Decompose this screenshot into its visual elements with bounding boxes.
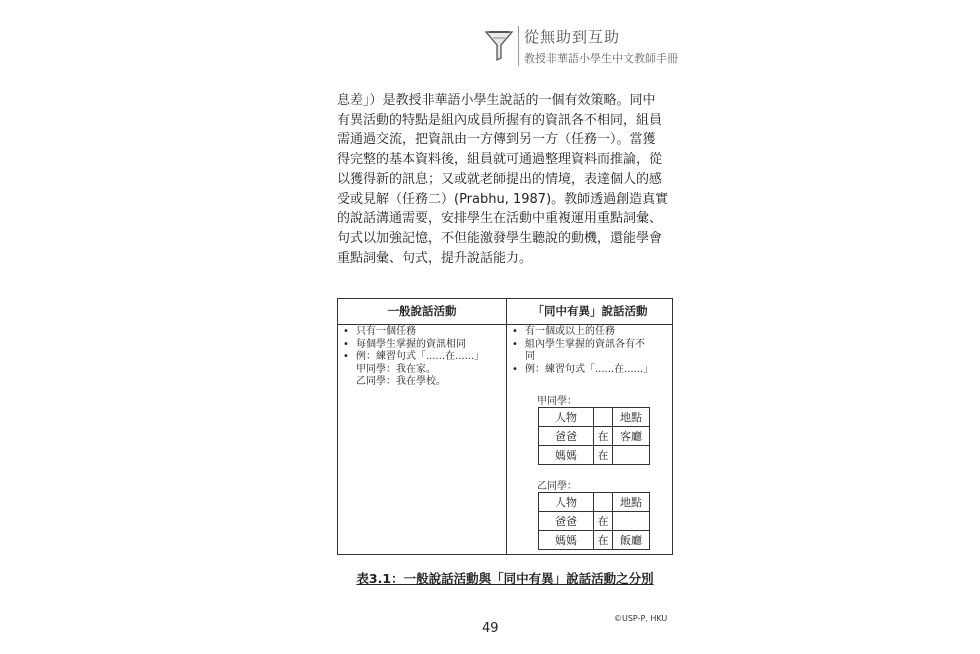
header-general-activity: 一般說話活動 xyxy=(387,304,457,318)
table-cell: 地點 xyxy=(613,493,650,512)
paragraph-line: 的說話溝通需要，安排學生在活動中重複運用重點詞彙、 xyxy=(337,211,663,227)
list-item: • 例：練習句式「......在......」 xyxy=(512,364,672,377)
funnel-icon xyxy=(484,28,514,62)
list-item-text: 同 xyxy=(525,351,535,362)
table-cell: 爸爸 xyxy=(539,512,594,531)
list-item xyxy=(512,339,672,364)
table-cell: 人物 xyxy=(539,408,594,427)
paragraph-line: 句式以加強記憶，不但能激發學生聽說的動機，還能學會 xyxy=(337,230,663,246)
header-divider xyxy=(518,26,519,66)
info-gap-activity-cell xyxy=(512,326,672,376)
table-cell xyxy=(594,493,613,512)
table-cell: 地點 xyxy=(613,408,650,427)
table-cell: 媽媽 xyxy=(539,446,594,465)
header-title: 從無助到互助 xyxy=(524,28,621,46)
example-line: 乙同學：我在學校。 xyxy=(356,376,446,387)
table-cell: 客廳 xyxy=(613,427,650,446)
table-cell xyxy=(613,512,650,531)
student-b-table xyxy=(538,492,650,550)
table-row xyxy=(539,531,650,550)
table-cell: 在 xyxy=(594,427,613,446)
paragraph-line: 以獲得新的訊息；又或就老師提出的情境，表達個人的感 xyxy=(337,171,663,187)
paragraph-line: 息差」）是教授非華語小學生說話的一個有效策略。同中 xyxy=(337,93,656,108)
table-cell: 在 xyxy=(594,512,613,531)
table-cell xyxy=(613,446,650,465)
table-row xyxy=(539,512,650,531)
table-cell: 爸爸 xyxy=(539,427,594,446)
paragraph-line: 有異活動的特點是組內成員所握有的資訊各不相同，組員 xyxy=(337,112,663,128)
body-paragraph xyxy=(337,91,677,268)
header-info-gap-activity: 「同中有異」說話活動 xyxy=(532,304,648,318)
table-cell: 飯廳 xyxy=(613,531,650,550)
comparison-table xyxy=(337,298,673,555)
table-row xyxy=(539,493,650,512)
paragraph-line: 重點詞彙、句式，提升說話能力。 xyxy=(337,250,533,266)
list-item-text: 組內學生掌握的資訊各有不 xyxy=(525,338,645,350)
example-line: 甲同學：我在家。 xyxy=(356,363,436,375)
paragraph-line: 需通過交流，把資訊由一方傳到另一方（任務一）。當獲 xyxy=(337,132,656,148)
copyright-notice: ©USP-P, HKU xyxy=(614,614,668,623)
table-cell xyxy=(594,408,613,427)
header-subtitle: 教授非華語小學生中文教師手冊 xyxy=(524,52,678,65)
list-item: • 有一個或以上的任務 xyxy=(512,326,672,339)
table-row xyxy=(539,446,650,465)
list-item: • 每個學生掌握的資訊相同 xyxy=(343,339,501,352)
page-number: 49 xyxy=(482,621,499,636)
table-cell: 在 xyxy=(594,531,613,550)
student-a-label: 甲同學： xyxy=(537,396,577,407)
student-a-table xyxy=(538,407,650,465)
table-cell: 在 xyxy=(594,446,613,465)
table-row xyxy=(539,408,650,427)
general-activity-cell xyxy=(343,326,501,389)
table-caption: 表3.1：一般說話活動與「同中有異」說話活動之分別 xyxy=(356,571,654,586)
paragraph-line: 得完整的基本資料後，組員就可通過整理資料而推論，從 xyxy=(337,152,663,168)
table-column-divider xyxy=(506,299,507,554)
list-item: • 例：練習句式「......在......」 xyxy=(343,351,501,364)
student-b-label: 乙同學： xyxy=(537,481,577,492)
table-cell: 媽媽 xyxy=(539,531,594,550)
table-cell: 人物 xyxy=(539,493,594,512)
paragraph-line: 受或見解（任務二）(Prabhu, 1987)。教師透過創造真實 xyxy=(337,191,669,207)
table-row xyxy=(539,427,650,446)
list-item: • 只有一個任務 xyxy=(343,326,501,339)
